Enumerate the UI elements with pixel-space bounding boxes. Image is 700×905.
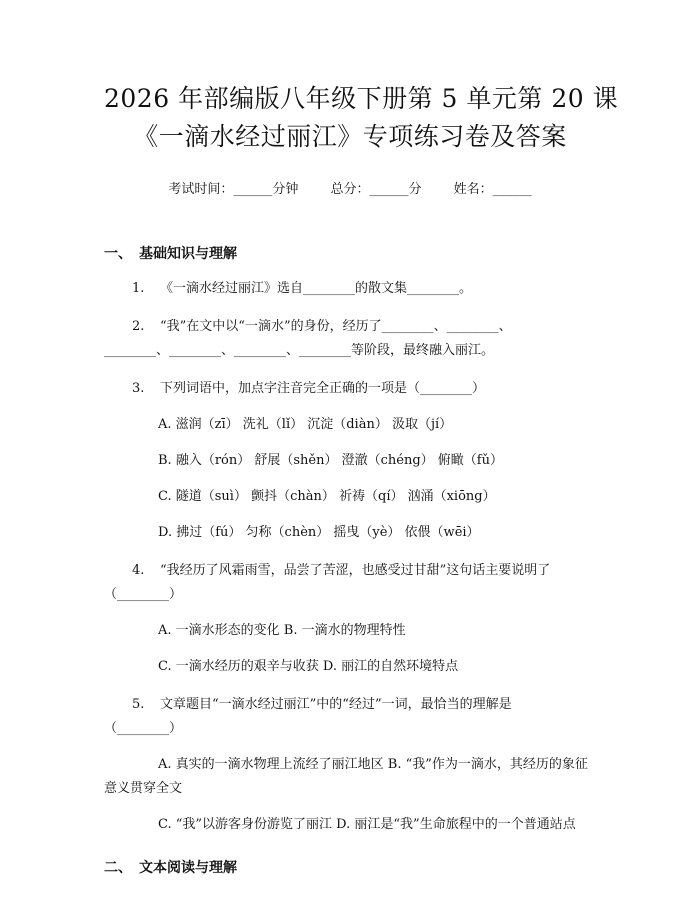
document-title [104, 80, 619, 156]
section-heading-2: 二、 文本阅读与理解 [104, 860, 237, 876]
question-number: 2. [132, 319, 145, 334]
question-4 [104, 559, 596, 607]
options-ab: A. 一滴水形态的变化 B. 一滴水的物理特性 [158, 623, 406, 638]
total-score: 总分：______分 [330, 182, 422, 197]
option-c: C. 隧道（suì） 颤抖（chàn） 祈祷（qí） 汹涌（xiōng） [158, 489, 496, 504]
question-1 [104, 277, 596, 301]
title-line-1: 2026 年部编版八年级下册第 5 单元第 20 课 [104, 84, 619, 113]
section-heading-1: 一、 基础知识与理解 [104, 246, 237, 262]
options-cd: C. “我”以游客身份游览了丽江 D. 丽江是“我”生命旅程中的一个普通站点 [158, 817, 576, 832]
exam-time: 考试时间：______分钟 [168, 182, 299, 197]
option-a: A. 滋润（zī） 洗礼（lǐ） 沉淀（diàn） 汲取（jí） [158, 417, 453, 432]
question-text: 下列词语中，加点字注音完全正确的一项是（________） [160, 381, 486, 396]
student-name: 姓名：______ [453, 182, 532, 197]
question-text: 文章题目“一滴水经过丽江”中的“经过”一词，最恰当的理解是 [160, 697, 512, 712]
question-2 [104, 315, 596, 363]
question-text: 《一滴水经过丽江》选自________的散文集________。 [160, 281, 473, 296]
question-text-continued: （________） [104, 721, 183, 736]
exam-info [104, 178, 596, 197]
options-cd: C. 一滴水经历的艰辛与收获 D. 丽江的自然环境特点 [158, 659, 459, 674]
question-text-continued: （________） [104, 587, 183, 602]
question-number: 1. [132, 281, 145, 296]
options-ab: A. 真实的一滴水物理上流经了丽江地区 B. “我”作为一滴水，其经历的象征意义贯穿全文 [104, 757, 588, 796]
question-5 [104, 693, 596, 741]
title-line-2: 《一滴水经过丽江》专项练习卷及答案 [133, 122, 567, 151]
question-number: 5. [132, 697, 145, 712]
question-text: “我经历了风霜雨雪，品尝了苦涩，也感受过甘甜”这句话主要说明了 [160, 563, 551, 578]
question-number: 3. [132, 381, 145, 396]
option-d: D. 拂过（fú） 匀称（chèn） 摇曳（yè） 依偎（wēi） [158, 525, 480, 540]
question-text: “我”在文中以“一滴水”的身份，经历了________、________、 [160, 319, 512, 334]
question-text-continued: ________、________、________、________等阶段，最终融入丽江。 [104, 343, 495, 358]
question-number: 4. [132, 563, 145, 578]
option-b: B. 融入（rón） 舒展（shěn） 澄澈（chéng） 俯瞰（fǔ） [158, 453, 503, 468]
question-3 [104, 377, 596, 401]
